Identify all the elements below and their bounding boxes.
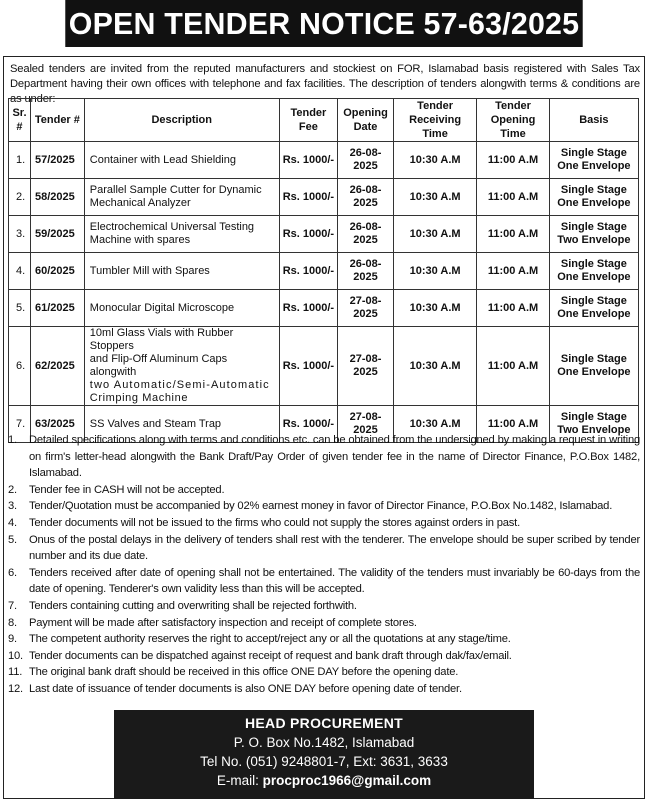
row-description: [84, 142, 279, 179]
row-opening-date: 27-08-2025: [338, 406, 394, 443]
term-number: 4.: [8, 516, 17, 529]
description-line: Mechanical Analyzer: [89, 197, 191, 209]
basis-line: Single Stage: [560, 184, 627, 196]
description-line: SS Valves and Steam Trap: [89, 417, 222, 430]
row-tender-no: 62/2025: [30, 327, 84, 406]
row-tender-no: 61/2025: [30, 290, 84, 327]
row-receiving-time: 10:30 A.M: [393, 179, 476, 216]
term-number: 10.: [8, 649, 23, 662]
basis-line: One Envelope: [557, 160, 631, 172]
row-receiving-time: 10:30 A.M: [393, 327, 476, 406]
description-line: two Automatic/Semi-Automatic: [89, 379, 270, 391]
term-item: [8, 681, 640, 698]
basis-line: One Envelope: [557, 197, 631, 209]
description-line: Crimping Machine: [89, 392, 189, 404]
header-opening-date: Opening Date: [338, 99, 394, 142]
footer-email-line: E-mail: procproc1966@gmail.com: [216, 773, 432, 788]
term-number: 12.: [8, 682, 23, 695]
description-line: 10ml Glass Vials with Rubber Stoppers: [89, 327, 234, 352]
term-item: [8, 631, 640, 648]
row-basis: [549, 216, 638, 253]
description-line: Parallel Sample Cutter for Dynamic: [89, 184, 262, 196]
term-number: 5.: [8, 533, 17, 546]
row-opening-date: 27-08-2025: [338, 290, 394, 327]
description-line: Tumbler Mill with Spares: [89, 264, 210, 277]
table-row: [9, 327, 639, 406]
term-item: [8, 598, 640, 615]
tender-table: [8, 98, 639, 443]
row-basis: [549, 327, 638, 406]
row-description: [84, 253, 279, 290]
term-item: [8, 482, 640, 499]
term-item: [8, 615, 640, 632]
row-fee: Rs. 1000/-: [279, 406, 337, 443]
term-number: 1.: [8, 434, 17, 446]
row-basis: [549, 179, 638, 216]
row-tender-no: 57/2025: [30, 142, 84, 179]
table-row: [9, 179, 639, 216]
term-text: Tender documents will not be issued to the firms who could not supply the stores against orders in past.: [29, 516, 520, 529]
description-line: Monocular Digital Microscope: [89, 301, 235, 314]
row-description: [84, 216, 279, 253]
term-item: [8, 648, 640, 665]
basis-line: Two Envelope: [557, 424, 631, 436]
row-description: [84, 179, 279, 216]
row-opening-time: 11:00 A.M: [477, 216, 549, 253]
row-fee: Rs. 1000/-: [279, 179, 337, 216]
description-line: Electrochemical Universal Testing: [89, 221, 255, 233]
row-opening-time: 11:00 A.M: [477, 253, 549, 290]
term-number: 3.: [8, 500, 17, 513]
basis-line: Single Stage: [560, 258, 627, 270]
header-sr: Sr. #: [9, 99, 31, 142]
term-text: Payment will be made after satisfactory inspection and receipt of complete stores.: [29, 616, 417, 629]
row-receiving-time: 10:30 A.M: [393, 406, 476, 443]
intro-paragraph: Sealed tenders are invited from the reputed manufacturers and stockiest on FOR, Islamabad basis registered with Sales Tax Department having their own offices with telephone and fax facilities. The description of tenders alongwith terms & conditions are as under:: [10, 63, 640, 105]
row-opening-time: 11:00 A.M: [477, 290, 549, 327]
term-number: 2.: [8, 483, 17, 496]
row-receiving-time: 10:30 A.M: [393, 142, 476, 179]
term-text: Tender fee in CASH will not be accepted.: [29, 483, 225, 496]
term-number: 8.: [8, 616, 17, 629]
description-line: Container with Lead Shielding: [89, 153, 236, 166]
basis-line: Single Stage: [560, 221, 627, 233]
row-opening-date: 26-08-2025: [338, 253, 394, 290]
row-opening-date: 26-08-2025: [338, 216, 394, 253]
term-number: 9.: [8, 633, 17, 646]
table-row: [9, 253, 639, 290]
row-opening-time: 11:00 A.M: [477, 406, 549, 443]
row-receiving-time: 10:30 A.M: [393, 216, 476, 253]
table-row: [9, 142, 639, 179]
row-opening-date: 26-08-2025: [338, 142, 394, 179]
row-fee: Rs. 1000/-: [279, 253, 337, 290]
table-header-row: [9, 99, 639, 142]
row-fee: Rs. 1000/-: [279, 216, 337, 253]
term-number: 6.: [8, 566, 17, 579]
term-text: Tenders received after date of opening shall not be entertained. The validity of the tenders must invariably be 60-days from the date of opening. Tenderer's own validity less than this will be accepted.: [29, 566, 640, 596]
term-text: Tenders containing cutting and overwriting shall be rejected forthwith.: [29, 599, 357, 612]
row-sr: 3.: [9, 216, 31, 253]
row-opening-date: 27-08-2025: [338, 327, 394, 406]
term-item: [8, 565, 640, 598]
row-fee: Rs. 1000/-: [279, 327, 337, 406]
row-basis: [549, 290, 638, 327]
header-fee: Tender Fee: [279, 99, 337, 142]
row-sr: 1.: [9, 142, 31, 179]
basis-line: Single Stage: [560, 295, 627, 307]
row-sr: 7.: [9, 406, 31, 443]
row-fee: Rs. 1000/-: [279, 142, 337, 179]
term-text: Last date of issuance of tender documents is also ONE DAY before opening date of tender.: [29, 682, 462, 695]
row-tender-no: 59/2025: [30, 216, 84, 253]
term-text: Onus of the postal delays in the delivery of tenders shall rest with the tenderer. The envelope should be super scribed by tender number and its due date.: [29, 533, 640, 563]
basis-line: Two Envelope: [557, 234, 631, 246]
row-description: [84, 290, 279, 327]
term-text: The competent authority reserves the right to accept/reject any or all the quotations at any stage/time.: [29, 633, 511, 646]
term-text: Tender/Quotation must be accompanied by 02% earnest money in favor of Director Finance, P.O.Box No.1482, Islamabad.: [29, 500, 613, 513]
term-item: [8, 515, 640, 532]
footer-email[interactable]: procproc1966@gmail.com: [262, 773, 432, 788]
header-receiving-time: Tender Receiving Time: [393, 99, 476, 142]
row-sr: 6.: [9, 327, 31, 406]
term-item: [8, 432, 640, 482]
footer-phone: Tel No. (051) 9248801-7, Ext: 3631, 3633: [200, 754, 448, 769]
row-fee: Rs. 1000/-: [279, 290, 337, 327]
table-row: [9, 216, 639, 253]
header-opening-time: Tender Opening Time: [477, 99, 549, 142]
contact-footer: [114, 710, 534, 799]
description-line: Machine with spares: [89, 234, 191, 246]
basis-line: Single Stage: [560, 411, 627, 423]
header-basis: Basis: [549, 99, 638, 142]
basis-line: One Envelope: [557, 308, 631, 320]
row-description: [84, 327, 279, 406]
footer-address: P. O. Box No.1482, Islamabad: [233, 735, 415, 750]
term-item: [8, 498, 640, 515]
basis-line: One Envelope: [557, 366, 631, 378]
term-number: 7.: [8, 599, 17, 612]
row-opening-time: 11:00 A.M: [477, 179, 549, 216]
row-receiving-time: 10:30 A.M: [393, 290, 476, 327]
term-item: [8, 664, 640, 681]
notice-title: OPEN TENDER NOTICE 57-63/2025: [65, 0, 582, 47]
header-tender-no: Tender #: [30, 99, 84, 142]
row-opening-time: 11:00 A.M: [477, 142, 549, 179]
description-line: and Flip-Off Aluminum Caps alongwith: [89, 353, 228, 378]
row-opening-time: 11:00 A.M: [477, 327, 549, 406]
term-number: 11.: [8, 666, 23, 679]
row-sr: 2.: [9, 179, 31, 216]
term-text: The original bank draft should be received in this office ONE DAY before the opening date.: [29, 666, 459, 679]
term-text: Tender documents can be dispatched against receipt of request and bank draft through dak/fax/email.: [29, 649, 512, 662]
row-opening-date: 26-08-2025: [338, 179, 394, 216]
row-receiving-time: 10:30 A.M: [393, 253, 476, 290]
basis-line: One Envelope: [557, 271, 631, 283]
row-tender-no: 60/2025: [30, 253, 84, 290]
row-sr: 4.: [9, 253, 31, 290]
term-text: Detailed specifications along with terms and conditions etc. can be obtained from the undersigned by making a request in writing on firm's letter-head alongwith the Bank Draft/Pay Order of given tender fee in the name of Director Finance, P.O.Box 1482, Islamabad.: [29, 434, 640, 480]
terms-list: [8, 432, 640, 698]
basis-line: Single Stage: [560, 147, 627, 159]
header-description: Description: [84, 99, 279, 142]
row-basis: [549, 142, 638, 179]
row-sr: 5.: [9, 290, 31, 327]
footer-heading: HEAD PROCUREMENT: [244, 715, 404, 731]
row-tender-no: 58/2025: [30, 179, 84, 216]
row-basis: [549, 253, 638, 290]
term-item: [8, 532, 640, 565]
basis-line: Single Stage: [560, 353, 627, 365]
row-tender-no: 63/2025: [30, 406, 84, 443]
table-row: [9, 290, 639, 327]
